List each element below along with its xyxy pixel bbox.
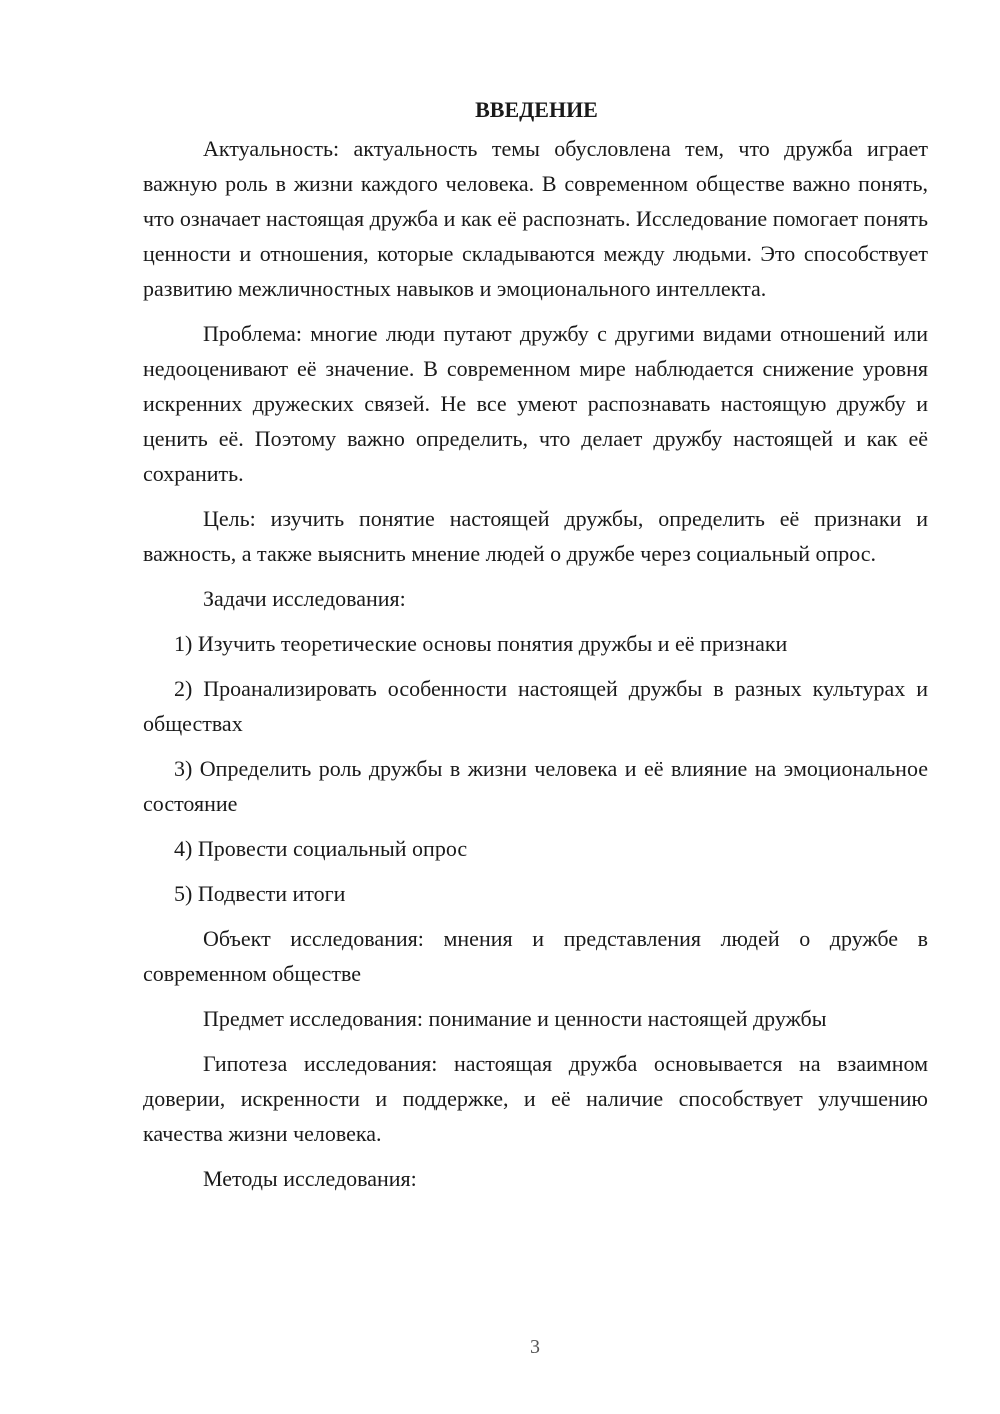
task-item: 2) Проанализировать особенности настоящей дружбы в разных культурах и обществах xyxy=(143,676,928,736)
methods-heading: Методы исследования: xyxy=(203,1166,417,1191)
document-page xyxy=(143,92,928,1206)
page-title: ВВЕДЕНИЕ xyxy=(475,97,598,122)
task-item: 1) Изучить теоретические основы понятия дружбы и её признаки xyxy=(174,631,788,656)
paragraph-goal: Цель: изучить понятие настоящей дружбы, определить её признаки и важность, а также выяснить мнение людей о дружбе через социальный опрос. xyxy=(143,506,928,566)
paragraph-hypothesis: Гипотеза исследования: настоящая дружба основывается на взаимном доверии, искренности и поддержке, и её наличие способствует улучшению качества жизни человека. xyxy=(143,1051,928,1146)
task-item: 3) Определить роль дружбы в жизни человека и её влияние на эмоциональное состояние xyxy=(143,756,928,816)
paragraph-subject: Предмет исследования: понимание и ценности настоящей дружбы xyxy=(203,1006,827,1031)
paragraph-object: Объект исследования: мнения и представления людей о дружбе в современном обществе xyxy=(143,926,928,986)
paragraph-relevance: Актуальность: актуальность темы обусловлена тем, что дружба играет важную роль в жизни каждого человека. В современном обществе важно понять, что означает настоящая дружба и как её распознать. Исследование помогает понять ценности и отношения, которые складываются между людьми. Это способствует развитию межличностных навыков и эмоционального интеллекта. xyxy=(143,136,928,301)
task-item: 4) Провести социальный опрос xyxy=(174,836,468,861)
page-number: 3 xyxy=(530,1336,540,1358)
tasks-heading: Задачи исследования: xyxy=(203,586,406,611)
task-item: 5) Подвести итоги xyxy=(174,881,346,906)
paragraph-problem: Проблема: многие люди путают дружбу с другими видами отношений или недооценивают её значение. В современном мире наблюдается снижение уровня искренних дружеских связей. Не все умеют распознавать настоящую дружбу и ценить её. Поэтому важно определить, что делает дружбу настоящей и как её сохранить. xyxy=(143,321,928,486)
